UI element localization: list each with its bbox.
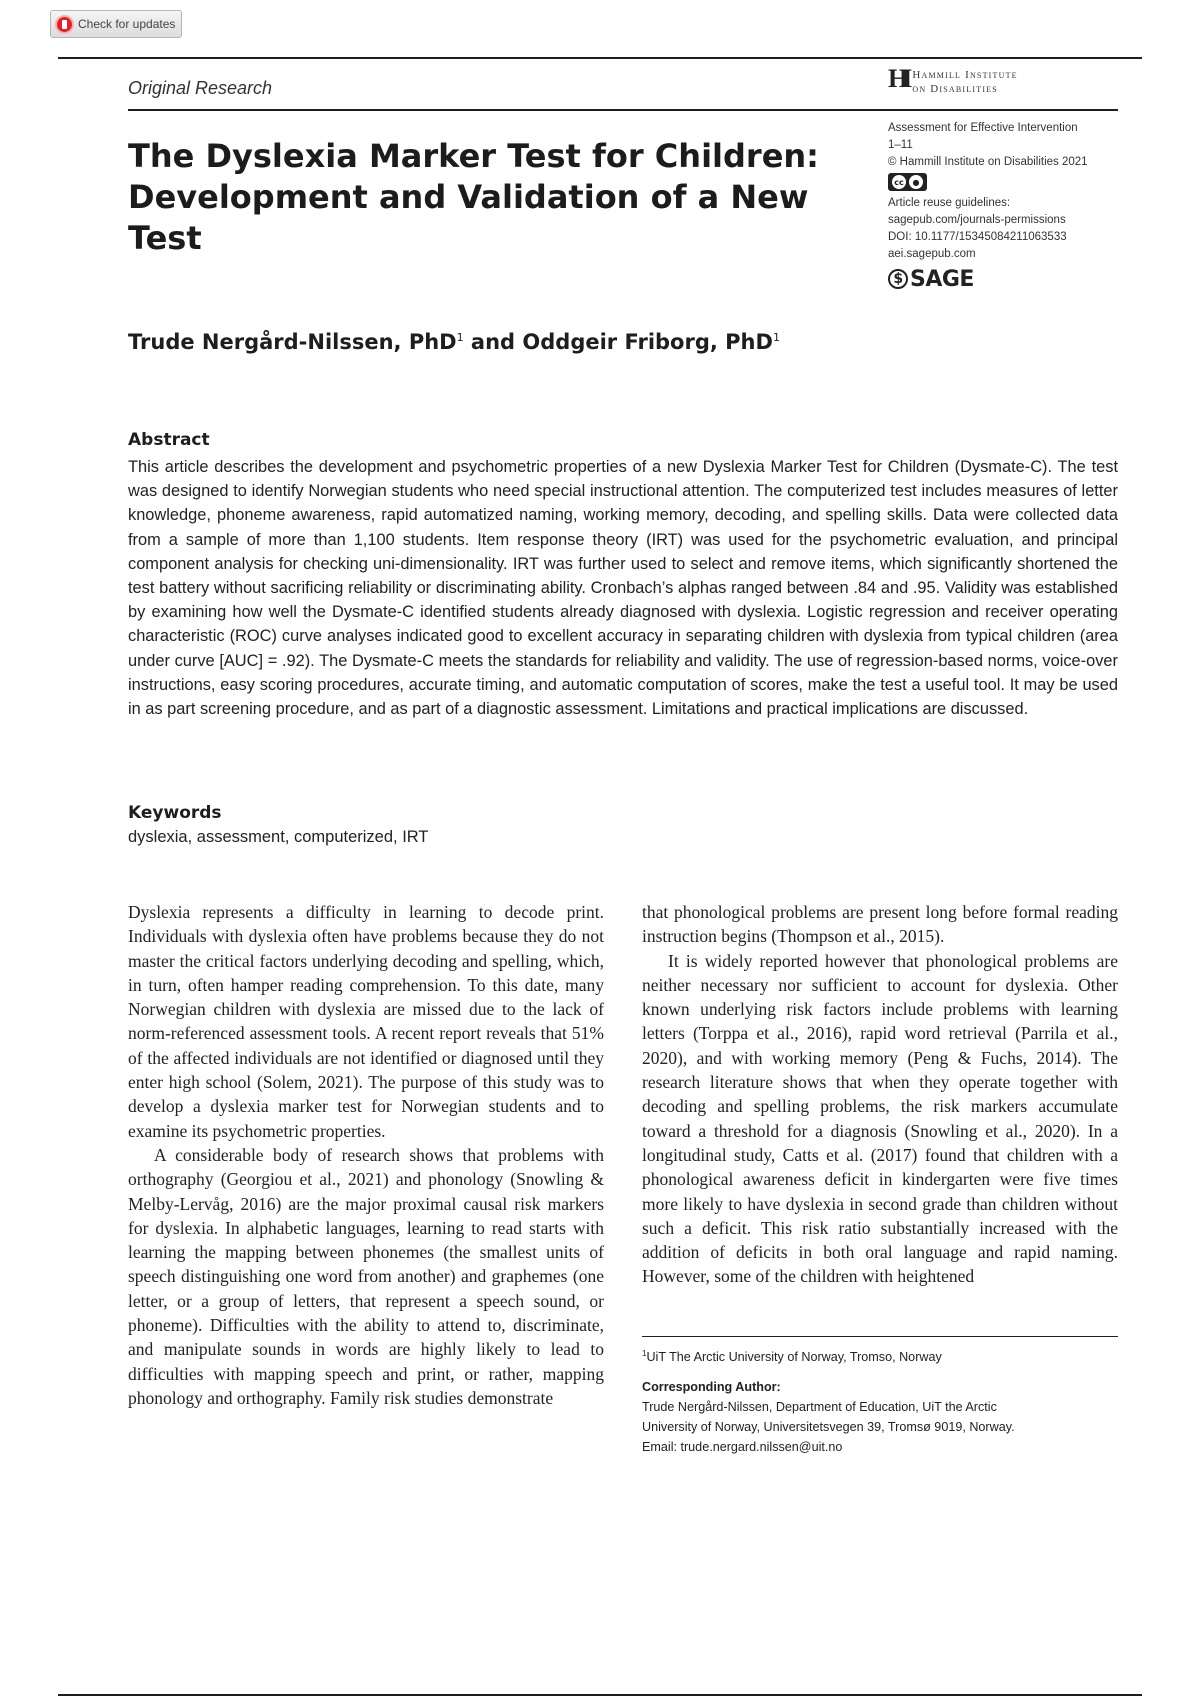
section-label: Original Research <box>128 78 273 98</box>
author-1-affiliation: 1 <box>456 331 464 344</box>
author-2-affiliation: 1 <box>772 331 780 344</box>
bottom-rule <box>58 1694 1142 1696</box>
journal-name: Assessment for Effective Intervention <box>888 122 1078 134</box>
author-1: Trude Nergård-Nilssen, PhD <box>128 330 457 354</box>
corresponding-author-heading: Corresponding Author: <box>642 1380 781 1395</box>
affiliation-text: UiT The Arctic University of Norway, Tromso, Norway <box>646 1350 942 1365</box>
journal-site-link[interactable]: aei.sagepub.com <box>888 248 976 260</box>
page-range: 1–11 <box>888 139 913 151</box>
cc-icon: cc <box>892 175 906 189</box>
hammill-institute-logo <box>888 66 1018 96</box>
hammill-logo-line1: Hammill Institute <box>912 69 1018 81</box>
cc-license-badge[interactable] <box>888 173 927 191</box>
keywords-heading: Keywords <box>128 803 222 823</box>
reuse-guidelines-label: Article reuse guidelines: <box>888 197 1011 209</box>
sage-mark-icon: $ <box>888 269 908 289</box>
hammill-logo-text <box>912 68 1017 96</box>
hammill-mark: HI <box>888 64 907 93</box>
hammill-logo-line2: on Disabilities <box>912 83 998 95</box>
abstract-text: This article describes the development and psychometric properties of a new Dyslexia Marker Test for Children (Dysmate-C). The test was designed to identify Norwegian students who need special instructional attention. The computerized test includes measures of letter knowledge, phoneme awareness, rapid automatized naming, working memory, decoding, and spelling skills. Data were collected data from a sample of more than 1,100 students. Item response theory (IRT) was used for the psychometric evaluation, and principal component analysis for checking uni-dimensionality. IRT was further used to select and remove items, which significantly shortened the test battery without sacrificing reliability or discriminating ability. Cronbach’s alphas ranged between .84 and .95. Validity was established by examining how well the Dysmate-C identified students already diagnosed with dyslexia. Logistic regression and receiver operating characteristic (ROC) curve analyses indicated good to excellent accuracy in separating children with dyslexia from typical children (area under curve [AUC] = .92). The Dysmate-C meets the standards for reliability and validity. The use of regression-based norms, voice-over instructions, easy scoring procedures, accurate timing, and automatic computation of scores, make the test a useful tool. It may be used in as part screening procedure, and as part of a diagnostic assessment. Limitations and practical implications are discussed. <box>128 458 1118 719</box>
body-column-left <box>128 900 604 1410</box>
author-list <box>128 330 780 354</box>
keywords-text: dyslexia, assessment, computerized, IRT <box>128 828 429 846</box>
body-paragraph: Dyslexia represents a difficulty in learning to decode print. Individuals with dyslexia often have problems because they do not master the critical factors underlying decoding and spelling, which, in turn, often hamper reading comprehension. To this date, many Norwegian children with dyslexia are missed due to the lack of norm-referenced assessment tools. A recent report reveals that 51% of the affected individuals are not identified or diagnosed until they enter high school (Solem, 2021). The purpose of this study was to develop a dyslexia marker test for Norwegian students and to examine its psychometric properties. <box>128 902 604 1141</box>
affiliation-sup: 1 <box>642 1349 647 1358</box>
check-for-updates-button[interactable] <box>50 10 182 38</box>
copyright-line: © Hammill Institute on Disabilities 2021 <box>888 156 1088 168</box>
author-2: Oddgeir Friborg, PhD <box>522 330 773 354</box>
abstract-heading: Abstract <box>128 430 210 450</box>
attribution-icon: ● <box>909 175 923 189</box>
article-title: The Dyslexia Marker Test for Children: Development and Validation of a New Test <box>128 137 819 257</box>
sage-logo <box>888 266 1148 292</box>
corresponding-author-email[interactable]: Email: trude.nergard.nilssen@uit.no <box>642 1440 843 1455</box>
affiliation-note <box>642 1344 1118 1367</box>
reuse-guidelines-link[interactable]: sagepub.com/journals-permissions <box>888 214 1066 226</box>
header-rule <box>128 109 1118 111</box>
footnotes <box>642 1344 1118 1457</box>
footnote-rule <box>642 1336 1118 1337</box>
doi[interactable]: DOI: 10.1177/15345084211063533 <box>888 231 1067 243</box>
body-paragraph: that phonological problems are present long before formal reading instruction begins (Thompson et al., 2015). <box>642 902 1118 947</box>
body-paragraph: It is widely reported however that phonological problems are neither necessary nor sufficient to account for dyslexia. Other known underlying risk factors include problems with learning letters (Torppa et al., 2016), rapid word retrieval (Parrila et al., 2020), and with working memory (Peng & Fuchs, 2014). The research literature shows that when they operate together with decoding and spelling problems, the risk markers accumulate toward a threshold for a diagnosis (Snowling et al., 2020). In a longitudinal study, Catts et al. (2017) found that children with a phonological awareness deficit in kindergarten were five times more likely to have dyslexia in second grade than children without such a deficit. This risk ratio substantially increased with the addition of deficits in both oral language and rapid naming. However, some of the children with heightened <box>642 950 1118 1287</box>
top-rule <box>58 57 1142 59</box>
body-paragraph: A considerable body of research shows that problems with orthography (Georgiou et al., 2021) and phonology (Snowling & Melby-Lervåg, 2016) are the major proximal causal risk markers for dyslexia. In alphabetic languages, learning to read starts with learning the mapping between phonemes (the smallest units of speech distinguishing one word from another) and graphemes (one letter, or a group of letters, that represent a speech sound, or phoneme). Difficulties with the ability to attend to, discriminate, and manipulate sounds in words are highly likely to lead to difficulties with mapping speech and print, or rather, mapping phonology and orthography. Family risk studies demonstrate <box>128 1144 604 1408</box>
article-meta <box>888 120 1148 292</box>
corresponding-author-line2: University of Norway, Universitetsvegen 39, Tromsø 9019, Norway. <box>642 1420 1015 1435</box>
update-icon <box>57 17 72 32</box>
author-connector: and <box>463 330 523 354</box>
check-for-updates-label: Check for updates <box>78 17 176 31</box>
body-column-right <box>642 900 1118 1289</box>
corresponding-author-line1: Trude Nergård-Nilssen, Department of Education, UiT the Arctic <box>642 1400 997 1415</box>
sage-logo-text: SAGE <box>910 266 974 292</box>
